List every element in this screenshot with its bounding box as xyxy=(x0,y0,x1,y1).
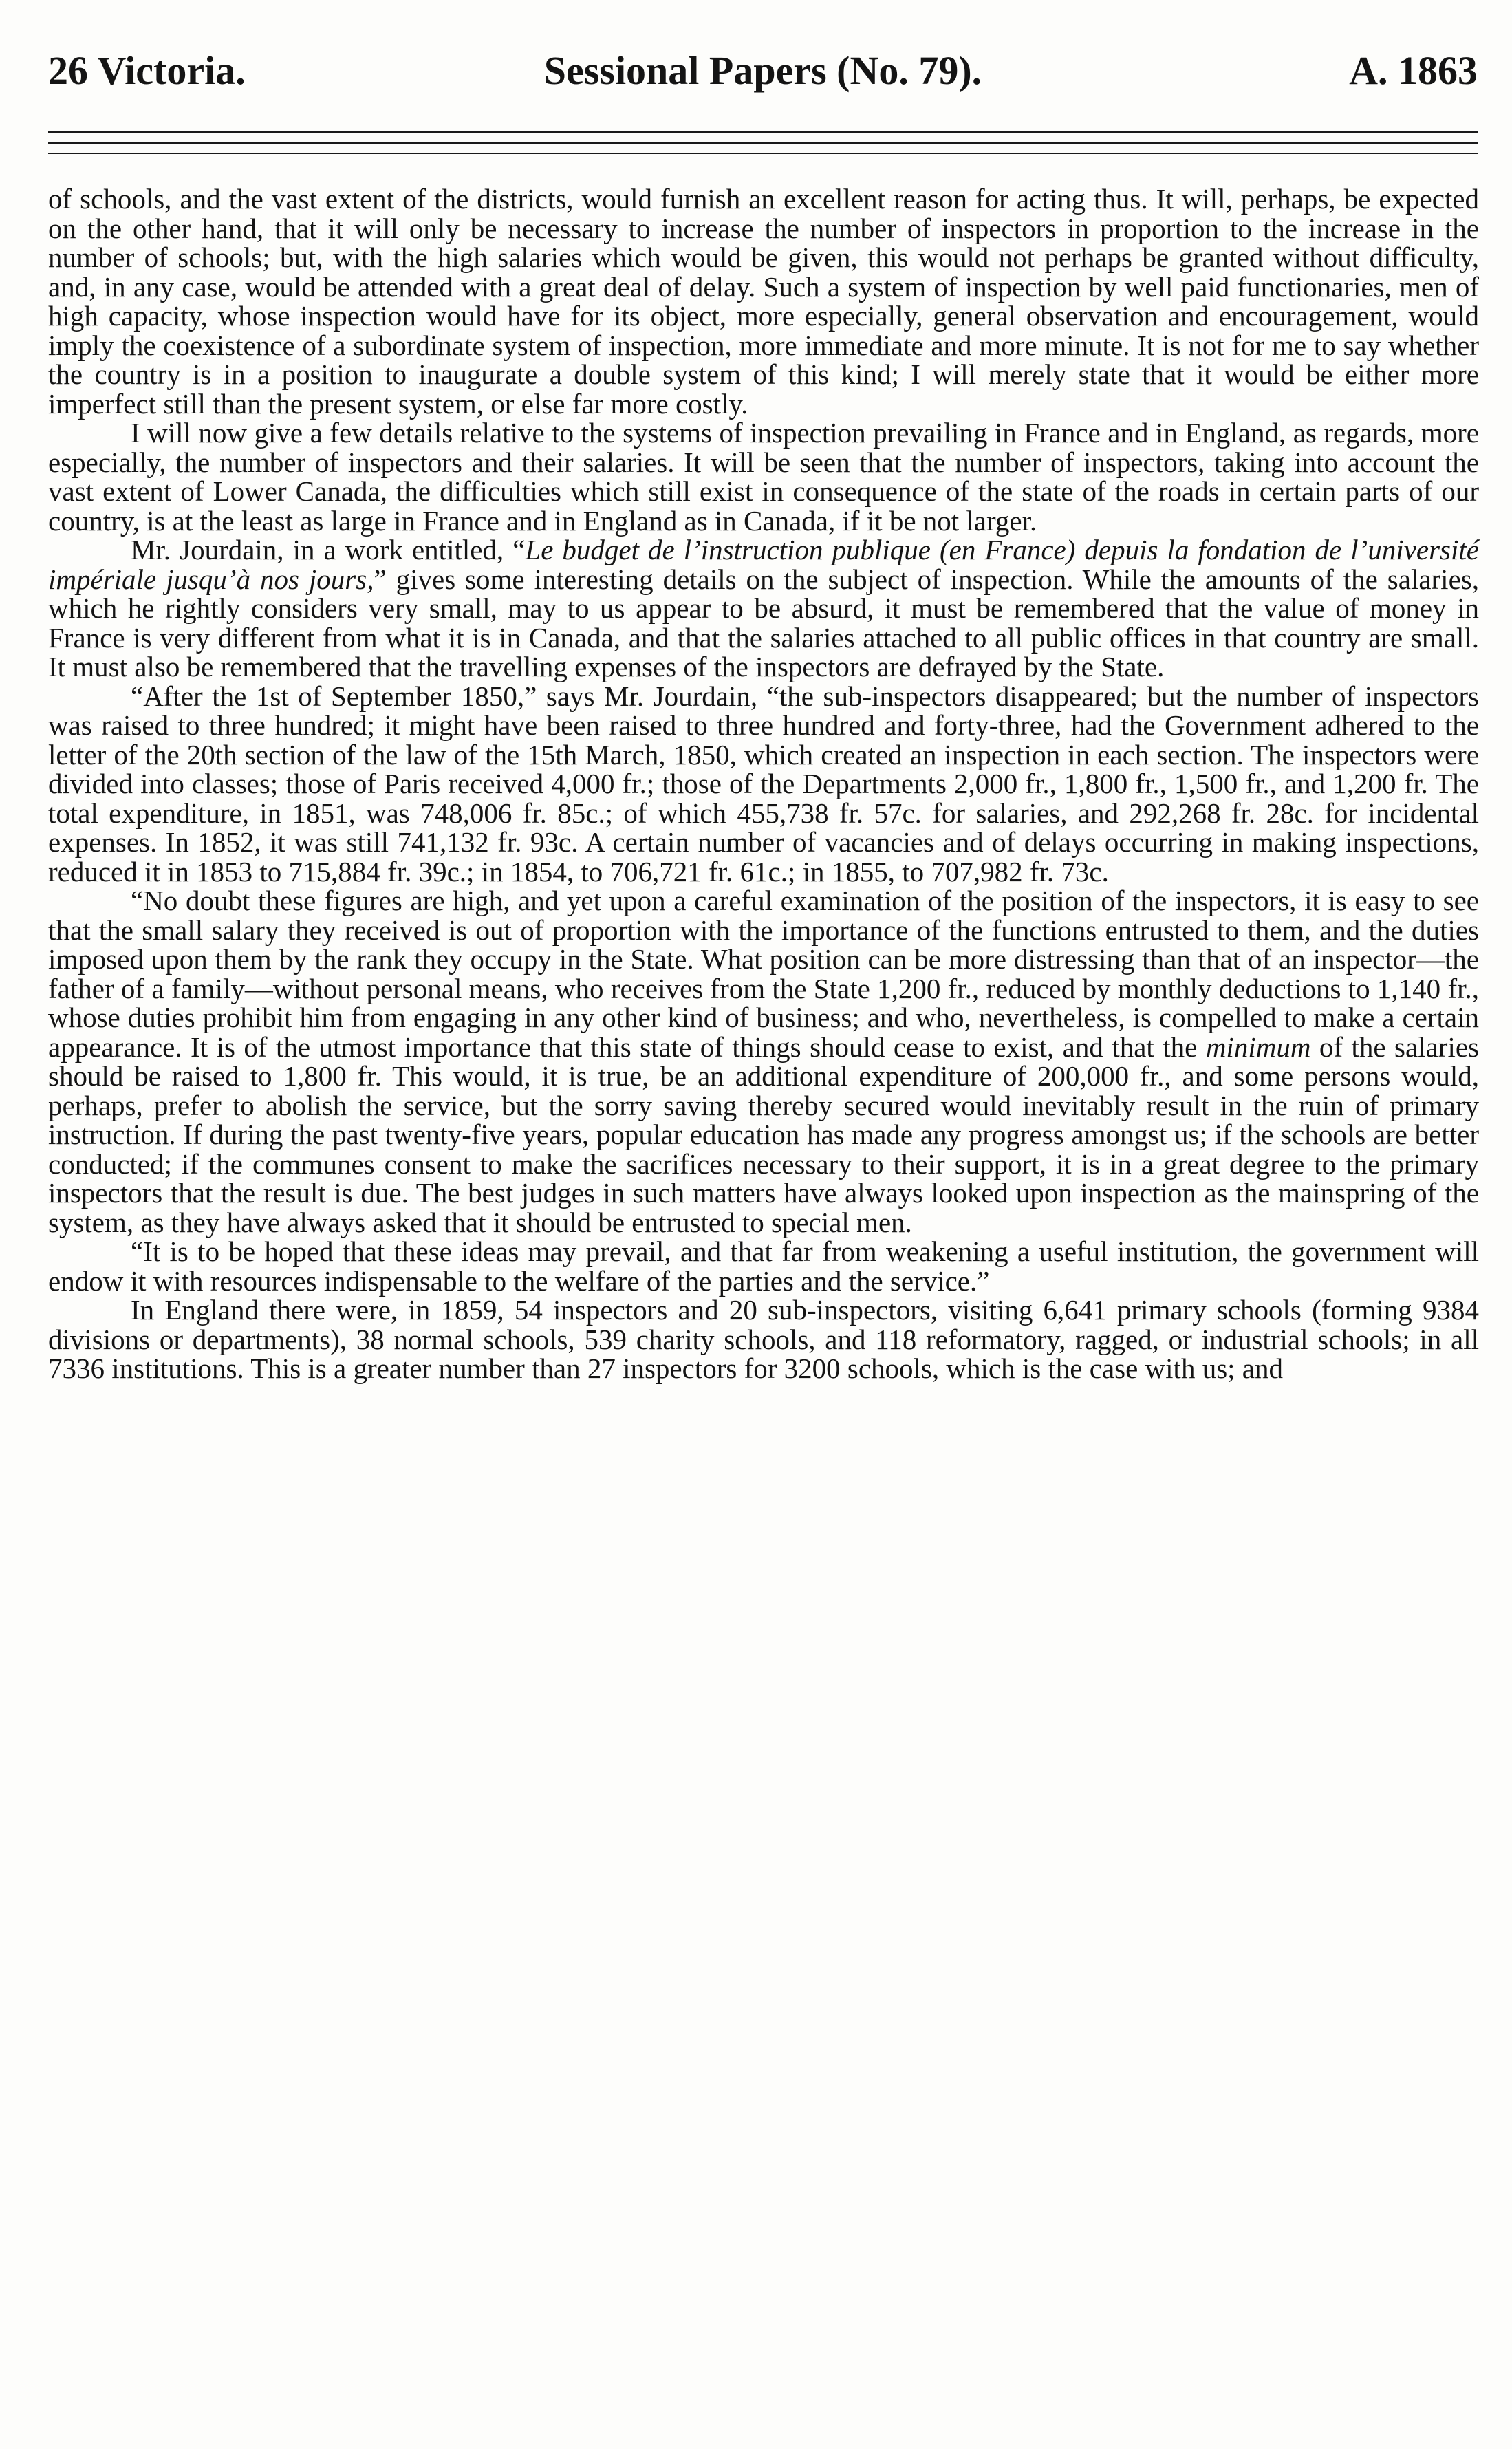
text-run: Mr. Jourdain, in a work entitled, “ xyxy=(131,534,526,565)
paragraph-continuation: of schools, and the vast extent of the districts, would furnish an excellent reason for acting thus. It will, perhaps, be expected on the other hand, that it will only be necessary to increase the number of inspectors in proportion to the increase in the number of schools; but, with the high salaries which would be given, this would not perhaps be granted without difficulty, and, in any case, would be attended with a great deal of delay. Such a system of inspection by well paid functionaries, men of high capacity, whose inspection would have for its object, more especially, general observation and encouragement, would imply the coexistence of a subordinate system of inspection, more immediate and more minute. It is not for me to say whether the country is in a position to inaugurate a double system of this kind; I will merely state that it would be either more imperfect still than the present system, or else far more costly. xyxy=(48,183,1479,420)
body-text xyxy=(48,184,1479,1383)
paragraph-quote-september: “After the 1st of September 1850,” says Mr. Jourdain, “the sub-inspectors disappeared; but the number of inspectors was raised to three hundred; it might have been raised to three hundred and forty-three, had the Government adhered to the letter of the 20th section of the law of the 15th March, 1850, which created an inspection in each section. The inspectors were divided into classes; those of Paris received 4,000 fr.; those of the Departments 2,000 fr., 1,800 fr., 1,500 fr., and 1,200 fr. The total expenditure, in 1851, was 748,006 fr. 85c.; of which 455,738 fr. 57c. for salaries, and 292,268 fr. 28c. for incidental expenses. In 1852, it was still 741,132 fr. 93c. A certain number of vacancies and of delays occurring in making inspections, reduced it in 1853 to 715,884 fr. 39c.; in 1854, to 706,721 fr. 61c.; in 1855, to 707,982 fr. 73c. xyxy=(48,680,1479,887)
paragraph-jourdain-work xyxy=(48,535,1479,682)
paragraph-england: In England there were, in 1859, 54 inspectors and 20 sub-inspectors, visiting 6,641 primary schools (forming 9384 divisions or departments), 38 normal schools, 539 charity schools, and 118 reformatory, ragged, or industrial schools; in all 7336 institutions. This is a greater number than 27 inspectors for 3200 schools, which is the case with us; and xyxy=(48,1294,1479,1384)
header-title: Sessional Papers (No. 79). xyxy=(543,48,982,93)
book-title: Le budget de l’instruction publique (en France) depuis la fondation de l’université impériale jusqu’à nos jours, xyxy=(48,534,1479,595)
paragraph-systems-of-inspection: I will now give a few details relative to the systems of inspection prevailing in France and in England, as regards, more especially, the number of inspectors and their salaries. It will be seen that the number of inspectors, taking into account the vast extent of Lower Canada, the difficulties which still exist in consequence of the state of the roads in certain parts of our country, is at the least as large in France and in England as in Canada, if it be not larger. xyxy=(48,417,1479,537)
header-session: 26 Victoria. xyxy=(48,48,246,93)
header-year: A. 1863 xyxy=(1349,48,1478,93)
text-run: “No doubt these figures are high, and yet upon a careful examination of the position of the inspectors, it is easy to see that the small salary they received is out of proportion with the importance of the functions entrusted to them, and the duties imposed upon them by the rank they occupy in the State. What position can be more distressing than that of an inspector—the father of a family—without personal means, who receives from the State 1,200 fr., reduced by monthly deductions to 1,140 fr., whose duties prohibit him from engaging in any other kind of business; and who, nevertheless, is compelled to make a certain appearance. It is of the utmost importance that this state of things should cease to exist, and that the xyxy=(48,885,1479,1063)
header-rule-middle xyxy=(48,142,1478,144)
paragraph-quote-figures xyxy=(48,886,1479,1237)
emphasis-minimum: minimum xyxy=(1205,1031,1311,1063)
page-header xyxy=(48,40,1478,102)
header-rule-top xyxy=(48,131,1478,133)
paragraph-quote-hope: “It is to be hoped that these ideas may prevail, and that far from weakening a useful institution, the government will endow it with resources indispensable to the welfare of the parties and the service.” xyxy=(48,1236,1479,1297)
text-run: ” gives some interesting details on the subject of inspection. While the amounts of the salaries, which he rightly considers very small, may to us appear to be absurd, it must be remembered that the value of money in France is very different from what it is in Canada, and that the salaries attached to all public offices in that country are small. It must also be remembered that the travelling expenses of the inspectors are defrayed by the State. xyxy=(48,563,1479,682)
header-rule-bottom xyxy=(48,153,1478,154)
text-run: of the salaries should be raised to 1,800 fr. This would, it is true, be an additional expenditure of 200,000 fr., and some persons would, perhaps, prefer to abolish the service, but the sorry saving thereby secured would inevitably result in the ruin of primary instruction. If during the past twenty-five years, popular education has made any progress amongst us; if the schools are better conducted; if the communes consent to make the sacrifices necessary to their support, it is in a great degree to the primary inspectors that the result is due. The best judges in such matters have always looked upon inspection as the mainspring of the system, as they have always asked that it should be entrusted to special men. xyxy=(48,1031,1480,1238)
